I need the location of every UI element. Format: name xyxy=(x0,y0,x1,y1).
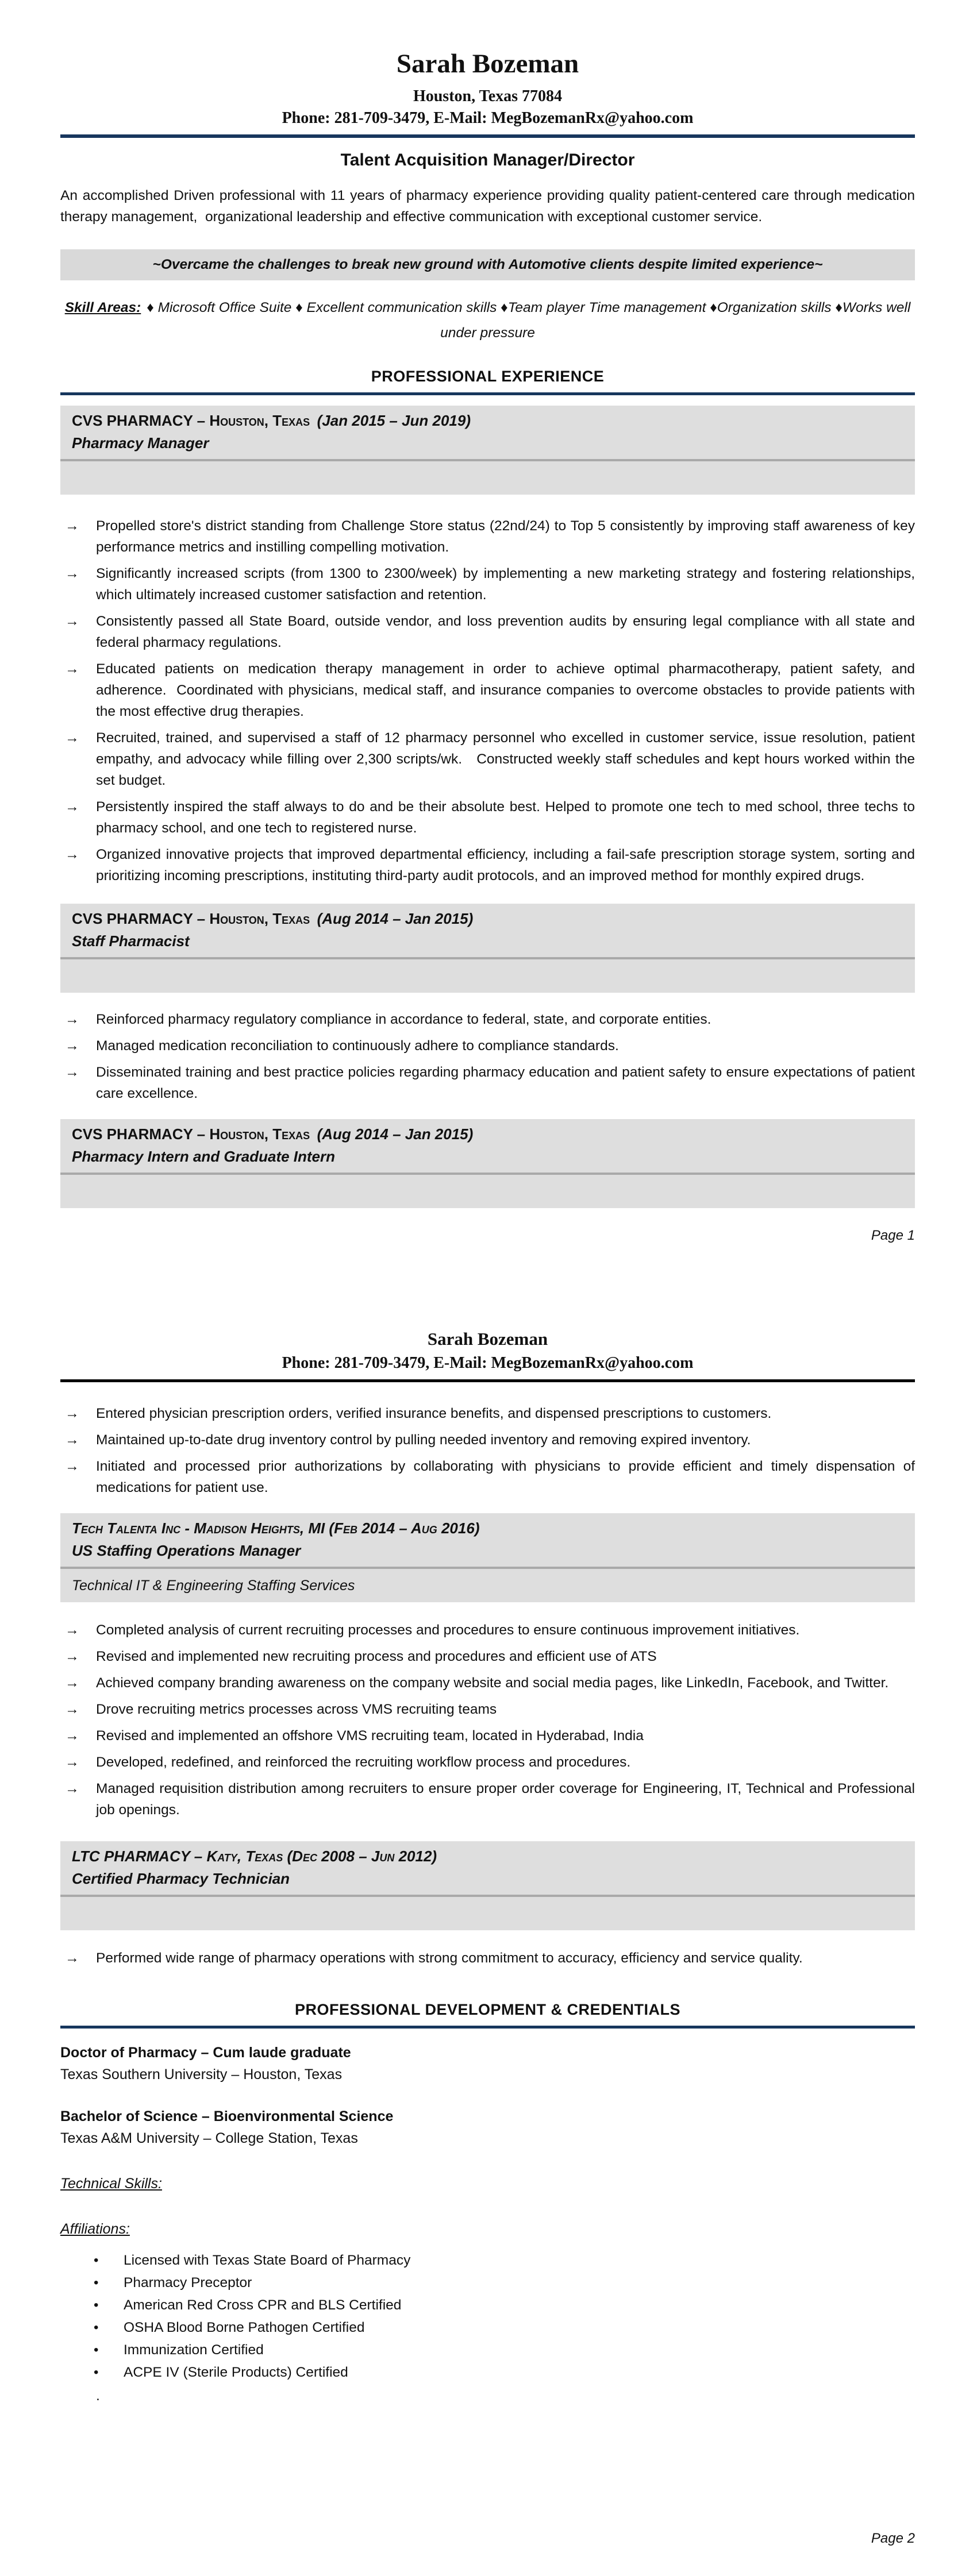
page2-contact-line: Phone: 281-709-3479, E-Mail: MegBozemanRx@yahoo.com xyxy=(282,1354,694,1372)
job-company-line xyxy=(72,1520,903,1537)
bullet-item xyxy=(60,1646,915,1667)
bullet-text: Educated patients on medication therapy management in order to achieve optimal pharmacotherapy, patient safety, and adherence. Coordinated with physicians, medical staff, and insurance companies to overcome obstacles to provide patients with the most effective drug therapies. xyxy=(96,661,919,720)
arrow-bullet-icon: → xyxy=(65,1458,79,1475)
arrow-bullet-icon: → xyxy=(65,1648,79,1665)
page-content xyxy=(60,48,919,2547)
bullet-text: Performed wide range of pharmacy operations with strong commitment to accuracy, efficiency and service quality. xyxy=(96,1950,803,1966)
affiliation-text: Pharmacy Preceptor xyxy=(124,2275,252,2291)
dot-bullet-icon: • xyxy=(94,2320,99,2336)
bullet-list-tech-talenta xyxy=(60,1619,919,1821)
section-heading-experience: PROFESSIONAL EXPERIENCE xyxy=(371,368,605,385)
skill-areas xyxy=(60,295,915,346)
bullet-text: Revised and implemented an offshore VMS recruiting team, located in Hyderabad, India xyxy=(96,1728,644,1744)
arrow-bullet-icon: → xyxy=(65,799,79,815)
job-cvs-pharmacy-intern xyxy=(60,1119,915,1208)
degree1-school: Texas Southern University – Houston, Texas xyxy=(60,2066,343,2083)
job-dates: (Aug 2014 – Jan 2015) xyxy=(317,910,474,928)
bullet-text: Disseminated training and best practice policies regarding pharmacy education and patient safety to ensure expectations of patient care excellence. xyxy=(96,1065,919,1102)
job-header xyxy=(60,406,915,459)
affiliation-text: ACPE IV (Sterile Products) Certified xyxy=(124,2365,348,2381)
bullet-text: Reinforced pharmacy regulatory compliance in accordance to federal, state, and corporate entities. xyxy=(96,1012,711,1028)
bullet-text: Consistently passed all State Board, outside vendor, and loss prevention audits by ensuring legal compliance with all state and federal pharmacy regulations. xyxy=(96,614,919,651)
affiliations-label: Affiliations: xyxy=(60,2221,130,2238)
job-title: Staff Pharmacist xyxy=(72,932,190,950)
arrow-bullet-icon: → xyxy=(65,518,79,534)
bullet-text: Achieved company branding awareness on the company website and social media pages, like LinkedIn, Facebook, and Twitter. xyxy=(96,1675,889,1691)
bullet-item xyxy=(60,1619,915,1641)
bullet-item xyxy=(60,563,919,606)
bullet-text: Entered physician prescription orders, verified insurance benefits, and dispensed prescriptions to customers. xyxy=(96,1406,772,1422)
affiliation-text: Immunization Certified xyxy=(124,2342,264,2358)
job-header xyxy=(60,1119,915,1173)
bullet-item xyxy=(60,1752,915,1773)
job-tech-talenta xyxy=(60,1513,915,1602)
arrow-bullet-icon: → xyxy=(65,1701,79,1718)
job-company-line xyxy=(72,910,903,928)
arrow-bullet-icon: → xyxy=(65,661,79,677)
page2-title: Sarah Bozeman xyxy=(427,1329,548,1349)
page1-footer: Page 1 xyxy=(871,1228,915,1244)
dot-bullet-icon: • xyxy=(94,2365,99,2381)
arrow-bullet-icon: → xyxy=(65,1754,79,1771)
contact-line: Phone: 281-709-3479, E-Mail: MegBozemanRx@yahoo.com xyxy=(282,109,694,128)
job-company-line xyxy=(72,412,903,430)
arrow-bullet-icon: → xyxy=(65,1622,79,1638)
bullet-text: Managed medication reconciliation to continuously adhere to compliance standards. xyxy=(96,1038,619,1054)
bullet-item xyxy=(60,1403,915,1424)
bullet-text: Significantly increased scripts (from 1300 to 2300/week) by implementing a new marketing strategy and fostering relationships, which ultimately increased customer satisfaction and retention. xyxy=(96,566,919,603)
section-rule xyxy=(60,2026,915,2029)
job-cvs-staff-pharmacist xyxy=(60,904,915,993)
job-company-line xyxy=(72,1848,903,1865)
affiliation-item xyxy=(60,2361,915,2384)
arrow-bullet-icon: → xyxy=(65,846,79,863)
arrow-bullet-icon: → xyxy=(65,1675,79,1691)
arrow-bullet-icon: → xyxy=(65,1038,79,1054)
skill-areas-text: ♦ Microsoft Office Suite ♦ Excellent communication skills ♦Team player Time management ♦Organization skills ♦Works well under pressure xyxy=(147,300,911,341)
page2-footer: Page 2 xyxy=(871,2531,915,2547)
job-subtitle: Technical IT & Engineering Staffing Services xyxy=(72,1577,355,1594)
job-subtitle xyxy=(60,1175,915,1208)
job-dates: (Jan 2015 – Jun 2019) xyxy=(317,412,471,430)
bullet-item xyxy=(60,844,919,886)
arrow-bullet-icon: → xyxy=(65,1727,79,1744)
section-heading-credentials: PROFESSIONAL DEVELOPMENT & CREDENTIALS xyxy=(294,2001,681,2019)
bullet-item xyxy=(60,1062,919,1104)
dot-bullet-icon: • xyxy=(94,2297,99,2313)
bullet-list-cvs-manager xyxy=(60,515,919,886)
address-line: Houston, Texas 77084 xyxy=(413,87,563,106)
job-company: Tech Talenta Inc - Madison Heights, MI (Feb 2014 – Aug 2016) xyxy=(72,1520,480,1537)
dot-bullet-icon: • xyxy=(94,2342,99,2358)
arrow-bullet-icon: → xyxy=(65,1950,79,1966)
highlight-banner: ~Overcame the challenges to break new ground with Automotive clients despite limited experience~ xyxy=(60,249,915,280)
affiliation-item xyxy=(60,2339,915,2361)
job-cvs-pharmacy-manager xyxy=(60,406,915,495)
bullet-text: Revised and implemented new recruiting process and procedures and efficient use of ATS xyxy=(96,1649,657,1665)
arrow-bullet-icon: → xyxy=(65,1405,79,1422)
affiliations-list xyxy=(60,2249,915,2384)
job-title: Pharmacy Intern and Graduate Intern xyxy=(72,1148,336,1166)
bullet-item xyxy=(60,1456,919,1498)
bullet-text: Initiated and processed prior authorizations by collaborating with physicians to provide efficient and timely dispensation of medications for patient use. xyxy=(96,1459,919,1496)
header-rule xyxy=(60,134,915,138)
bullet-item xyxy=(60,796,919,839)
bullet-item xyxy=(60,1009,915,1030)
bullet-text: Maintained up-to-date drug inventory control by pulling needed inventory and removing expired inventory. xyxy=(96,1432,751,1448)
page-title: Sarah Bozeman xyxy=(396,49,579,79)
bullet-text: Managed requisition distribution among recruiters to ensure proper order coverage for Engineering, IT, Technical and Professional job openings. xyxy=(96,1781,919,1818)
job-company: CVS PHARMACY – Houston, Texas xyxy=(72,412,310,430)
degree1-title: Doctor of Pharmacy – Cum laude graduate xyxy=(60,2045,351,2061)
bullet-list-cvs-staff xyxy=(60,1009,919,1104)
job-header xyxy=(60,904,915,957)
bullet-text: Propelled store's district standing from Challenge Store status (22nd/24) to Top 5 consistently by improving staff awareness of key performance metrics and instilling compelling motivation. xyxy=(96,518,919,556)
job-company-line xyxy=(72,1125,903,1143)
affiliation-item xyxy=(60,2249,915,2272)
job-title: US Staffing Operations Manager xyxy=(72,1542,301,1560)
dot-bullet-icon: • xyxy=(94,2275,99,2291)
bullet-item xyxy=(60,611,919,653)
job-subtitle xyxy=(60,461,915,495)
job-company: CVS PHARMACY – Houston, Texas xyxy=(72,910,310,928)
affiliation-text: OSHA Blood Borne Pathogen Certified xyxy=(124,2320,365,2336)
bullet-item xyxy=(60,1948,915,1969)
bullet-item xyxy=(60,515,919,558)
bullet-text: Persistently inspired the staff always to do and be their absolute best. Helped to promote one tech to med school, three techs to pharmacy school, and one tech to registered nurse. xyxy=(96,799,919,836)
arrow-bullet-icon: → xyxy=(65,1064,79,1081)
bullet-list-ltc xyxy=(60,1948,915,1969)
degree2-title: Bachelor of Science – Bioenvironmental Science xyxy=(60,2108,394,2125)
job-company: LTC PHARMACY – Katy, Texas (Dec 2008 – Jun 2012) xyxy=(72,1848,437,1865)
job-subtitle xyxy=(60,1897,915,1930)
stray-period: . xyxy=(96,2388,100,2404)
bullet-text: Recruited, trained, and supervised a staff of 12 pharmacy personnel who excelled in customer service, issue resolution, patient empathy, and advocacy while filling over 2,300 scripts/wk. Constructed weekly staff schedules and kept hours worked within the set budget. xyxy=(96,730,919,789)
job-target-title: Talent Acquisition Manager/Director xyxy=(340,151,635,170)
arrow-bullet-icon: → xyxy=(65,565,79,582)
bullet-item xyxy=(60,1699,915,1720)
bullet-list-cvs-intern xyxy=(60,1403,919,1498)
affiliation-item xyxy=(60,2294,915,2316)
arrow-bullet-icon: → xyxy=(65,1011,79,1028)
bullet-text: Drove recruiting metrics processes across VMS recruiting teams xyxy=(96,1702,497,1718)
job-subtitle xyxy=(60,959,915,993)
bullet-text: Organized innovative projects that improved departmental efficiency, including a fail-safe prescription storage system, sorting and prioritizing incoming prescriptions, instituting third-party audit protocols, and an improved method for monthly expired drugs. xyxy=(96,847,919,884)
arrow-bullet-icon: → xyxy=(65,1780,79,1797)
job-title: Pharmacy Manager xyxy=(72,434,209,452)
bullet-item xyxy=(60,1778,919,1821)
arrow-bullet-icon: → xyxy=(65,730,79,746)
bullet-item xyxy=(60,1429,915,1451)
section-rule xyxy=(60,392,915,395)
affiliation-item xyxy=(60,2272,915,2294)
summary-paragraph: An accomplished Driven professional with 11 years of pharmacy experience providing quality patient-centered care through medication therapy management, organizational leadership and effective communication with exceptional customer service. xyxy=(60,188,919,225)
job-title: Certified Pharmacy Technician xyxy=(72,1870,290,1888)
job-company: CVS PHARMACY – Houston, Texas xyxy=(72,1125,310,1143)
page2-header-rule xyxy=(60,1379,915,1382)
bullet-item xyxy=(60,727,919,791)
bullet-item xyxy=(60,1725,915,1746)
bullet-text: Completed analysis of current recruiting processes and procedures to ensure continuous improvement initiatives. xyxy=(96,1622,800,1638)
bullet-item xyxy=(60,1035,915,1056)
affiliation-text: American Red Cross CPR and BLS Certified xyxy=(124,2297,402,2313)
affiliation-text: Licensed with Texas State Board of Pharmacy xyxy=(124,2253,411,2269)
dot-bullet-icon: • xyxy=(94,2253,99,2269)
affiliation-item xyxy=(60,2316,915,2339)
degree2-school: Texas A&M University – College Station, Texas xyxy=(60,2130,358,2147)
job-header xyxy=(60,1513,915,1567)
resume-document xyxy=(0,48,977,2576)
job-ltc-pharmacy xyxy=(60,1841,915,1930)
arrow-bullet-icon: → xyxy=(65,613,79,630)
skill-areas-label: Skill Areas: xyxy=(64,300,141,316)
bullet-item xyxy=(60,658,919,722)
job-dates: (Aug 2014 – Jan 2015) xyxy=(317,1125,474,1143)
bullet-text: Developed, redefined, and reinforced the recruiting workflow process and procedures. xyxy=(96,1754,631,1771)
technical-skills-label: Technical Skills: xyxy=(60,2176,162,2192)
bullet-item xyxy=(60,1672,915,1694)
arrow-bullet-icon: → xyxy=(65,1432,79,1448)
job-header xyxy=(60,1841,915,1895)
